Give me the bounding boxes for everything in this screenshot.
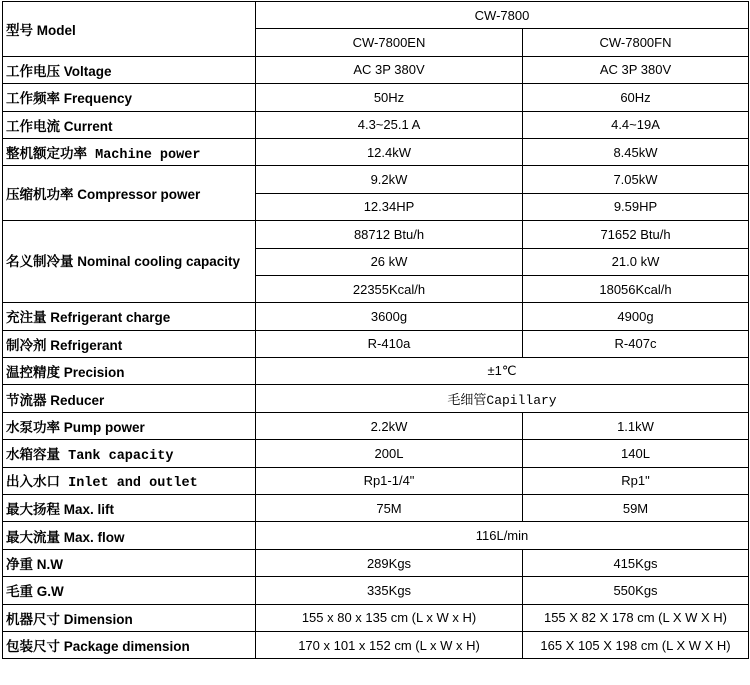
table-row <box>3 495 749 522</box>
cell-b: 21.0 kW <box>523 248 749 275</box>
row-label-reducer: 节流器 Reducer <box>3 385 256 412</box>
cell-a: 9.2kW <box>256 166 523 193</box>
cell-b: 4900g <box>523 303 749 330</box>
table-row <box>3 358 749 385</box>
cell-merged: ±1℃ <box>256 358 749 385</box>
table-row <box>3 440 749 467</box>
table-row <box>3 385 749 412</box>
cell-a: 200L <box>256 440 523 467</box>
row-label-inlet: 出入水口 Inlet and outlet <box>3 467 256 494</box>
model-a: CW-7800EN <box>256 29 523 56</box>
cell-merged: 毛细管Capillary <box>256 385 749 412</box>
table-row <box>3 330 749 357</box>
cell-b: 59M <box>523 495 749 522</box>
table-row <box>3 303 749 330</box>
row-label-refrigerant: 制冷剂 Refrigerant <box>3 330 256 357</box>
cell-a: 2.2kW <box>256 412 523 439</box>
cell-a: 75M <box>256 495 523 522</box>
table-row <box>3 2 749 29</box>
table-row <box>3 412 749 439</box>
cell-b: 7.05kW <box>523 166 749 193</box>
cell-b: 165 X 105 X 198 cm (L X W X H) <box>523 631 749 658</box>
table-row <box>3 56 749 83</box>
cell-b: 9.59HP <box>523 193 749 220</box>
cell-b: AC 3P 380V <box>523 56 749 83</box>
cell-b: 415Kgs <box>523 549 749 576</box>
cell-a: AC 3P 380V <box>256 56 523 83</box>
cell-b: 550Kgs <box>523 577 749 604</box>
row-label-pump: 水泵功率 Pump power <box>3 412 256 439</box>
table-row <box>3 631 749 658</box>
row-label-lift: 最大扬程 Max. lift <box>3 495 256 522</box>
row-label-tank: 水箱容量 Tank capacity <box>3 440 256 467</box>
cell-a: 335Kgs <box>256 577 523 604</box>
cell-b: 1.1kW <box>523 412 749 439</box>
row-label-package: 包装尺寸 Package dimension <box>3 631 256 658</box>
row-label-flow: 最大流量 Max. flow <box>3 522 256 549</box>
model-b: CW-7800FN <box>523 29 749 56</box>
cell-a: 155 x 80 x 135 cm (L x W x H) <box>256 604 523 631</box>
table-row <box>3 522 749 549</box>
table-row <box>3 138 749 165</box>
row-label-frequency: 工作频率 Frequency <box>3 84 256 111</box>
cell-b: 60Hz <box>523 84 749 111</box>
table-row <box>3 166 749 193</box>
row-label-nw: 净重 N.W <box>3 549 256 576</box>
table-row <box>3 111 749 138</box>
table-row <box>3 84 749 111</box>
cell-a: 50Hz <box>256 84 523 111</box>
row-label-machine-power: 整机额定功率 Machine power <box>3 138 256 165</box>
cell-a: Rp1-1/4" <box>256 467 523 494</box>
series-name: CW-7800 <box>256 2 749 29</box>
cell-a: 12.4kW <box>256 138 523 165</box>
table-row <box>3 604 749 631</box>
cell-a: 3600g <box>256 303 523 330</box>
table-row <box>3 221 749 248</box>
cell-b: 18056Kcal/h <box>523 275 749 302</box>
row-label-gw: 毛重 G.W <box>3 577 256 604</box>
row-label-voltage: 工作电压 Voltage <box>3 56 256 83</box>
cell-a: 12.34HP <box>256 193 523 220</box>
cell-a: 26 kW <box>256 248 523 275</box>
table-row <box>3 467 749 494</box>
cell-b: 140L <box>523 440 749 467</box>
row-label-dimension: 机器尺寸 Dimension <box>3 604 256 631</box>
cell-b: 71652 Btu/h <box>523 221 749 248</box>
cell-merged: 116L/min <box>256 522 749 549</box>
cell-a: 289Kgs <box>256 549 523 576</box>
row-label-precision: 温控精度 Precision <box>3 358 256 385</box>
cell-b: R-407c <box>523 330 749 357</box>
cell-a: 88712 Btu/h <box>256 221 523 248</box>
row-label-charge: 充注量 Refrigerant charge <box>3 303 256 330</box>
row-label-model: 型号 Model <box>3 2 256 57</box>
cell-a: 4.3~25.1 A <box>256 111 523 138</box>
cell-a: 22355Kcal/h <box>256 275 523 302</box>
row-label-cooling: 名义制冷量 Nominal cooling capacity <box>3 221 256 303</box>
cell-b: Rp1" <box>523 467 749 494</box>
spec-table <box>2 1 749 659</box>
table-row <box>3 577 749 604</box>
cell-a: 170 x 101 x 152 cm (L x W x H) <box>256 631 523 658</box>
row-label-current: 工作电流 Current <box>3 111 256 138</box>
table-row <box>3 549 749 576</box>
cell-b: 155 X 82 X 178 cm (L X W X H) <box>523 604 749 631</box>
cell-a: R-410a <box>256 330 523 357</box>
cell-b: 4.4~19A <box>523 111 749 138</box>
cell-b: 8.45kW <box>523 138 749 165</box>
row-label-compressor: 压缩机功率 Compressor power <box>3 166 256 221</box>
